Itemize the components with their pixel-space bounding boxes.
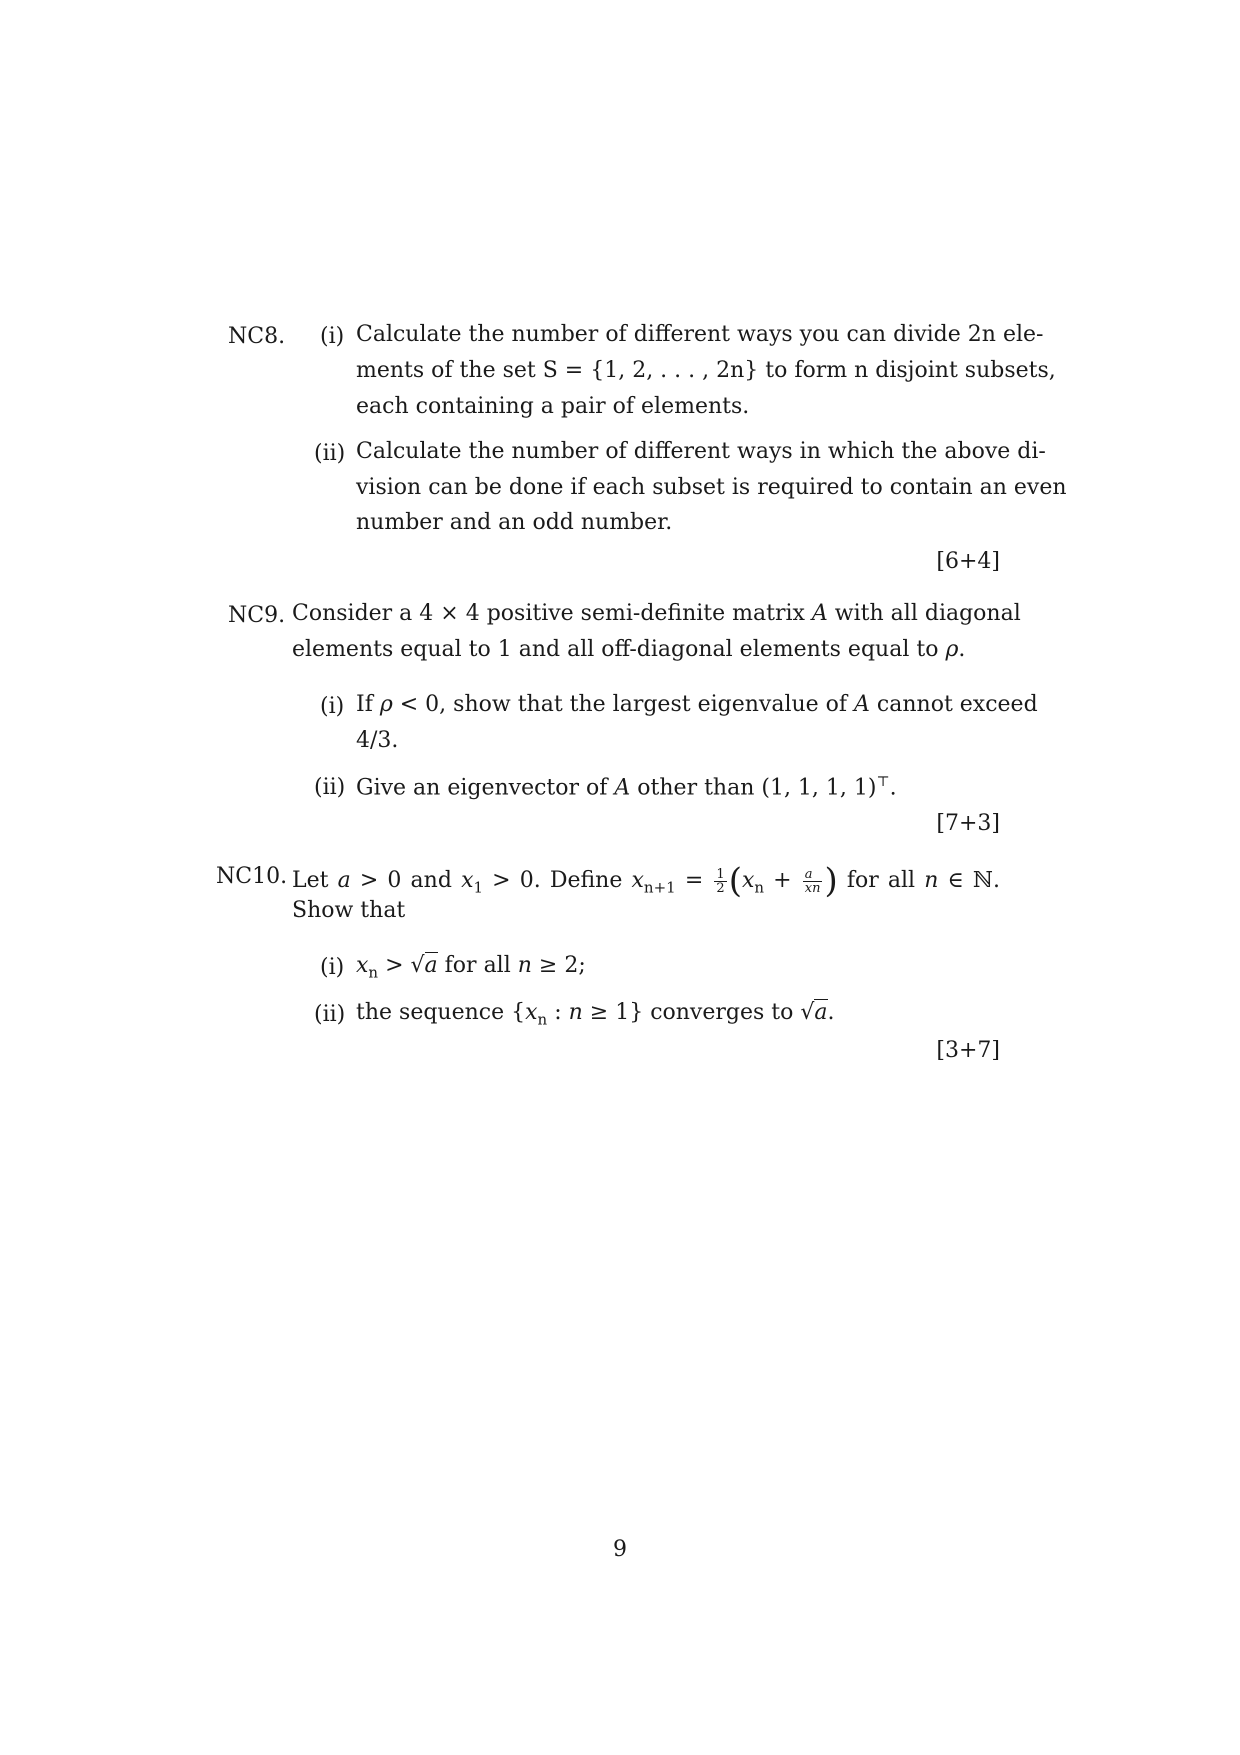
text-segment: for all (437, 953, 518, 978)
right-paren: ) (824, 861, 838, 901)
math-symbol: A (854, 692, 870, 717)
problem-text-line (292, 601, 1021, 626)
problem-text-line (356, 1002, 835, 1027)
problem-text-line: vision can be done if each subset is required to contain an even (356, 475, 1067, 500)
problem-text-line: number and an odd number. (356, 510, 673, 535)
math-subscript: n (368, 963, 379, 982)
text-segment: Consider a 4 × 4 positive semi-definite matrix (292, 601, 812, 626)
text-segment: : (547, 1000, 569, 1025)
text-segment: > (378, 953, 411, 978)
item-label: (ii) (314, 441, 346, 466)
math-subscript: n (537, 1010, 548, 1029)
problem-number: NC8. (228, 324, 286, 349)
math-symbol: a (424, 953, 438, 978)
text-segment: Give an eigenvector of (356, 775, 615, 801)
item-label: (ii) (314, 1002, 346, 1027)
problem-text-line: Calculate the number of different ways you can divide 2n ele- (356, 322, 1044, 347)
problem-text-line (292, 639, 965, 661)
math-symbol: n (924, 868, 939, 893)
fraction-numerator: a (803, 868, 823, 882)
text-segment: > 0. Define (483, 868, 632, 893)
text-segment: cannot exceed (869, 692, 1038, 717)
problem-nc10 (216, 860, 1001, 1080)
left-paren: ( (728, 861, 742, 901)
math-symbol: A (811, 601, 828, 626)
problem-text-line (356, 775, 897, 799)
fraction-denominator: xn (804, 880, 821, 896)
math-symbol: a (337, 868, 351, 893)
sqrt-symbol: √ (410, 953, 425, 978)
math-symbol: ρ (379, 692, 393, 717)
problem-number: NC10. (216, 864, 288, 889)
text-segment: with all diagonal (827, 601, 1021, 626)
math-symbol: x (525, 1000, 538, 1025)
text-segment: < 0, show that the largest eigenvalue of (392, 692, 855, 717)
math-symbol: n (568, 1000, 583, 1025)
problem-text-line (292, 861, 1001, 901)
text-segment: the sequence { (356, 1000, 526, 1025)
problem-text-line: 4/3. (356, 728, 399, 753)
problem-text-line: each containing a pair of elements. (356, 394, 750, 419)
text-segment: = (675, 868, 713, 893)
math-symbol: n (517, 953, 532, 978)
text-segment: . (958, 637, 966, 662)
item-label: (i) (320, 694, 345, 719)
math-symbol: x (356, 953, 369, 978)
item-label: (ii) (314, 775, 346, 800)
problem-text-line: ments of the set S = {1, 2, . . . , 2n} to form n disjoint subsets, (356, 358, 1056, 383)
fraction-denominator: 2 (716, 880, 725, 896)
text-segment: . (827, 1000, 835, 1025)
text-segment: If (356, 692, 380, 717)
fraction-numerator: 1 (716, 866, 725, 882)
text-segment: elements equal to 1 and all off-diagonal elements equal to (292, 637, 946, 662)
text-segment: ∈ ℕ. (938, 868, 1001, 893)
math-subscript: n (754, 878, 765, 897)
fraction-a-over-xn (803, 868, 823, 895)
text-segment: > 0 and (350, 868, 462, 893)
marks: [6+4] (936, 549, 1000, 574)
text-segment: for all (837, 868, 925, 893)
math-subscript: 1 (473, 878, 484, 897)
marks: [7+3] (936, 811, 1000, 836)
text-segment: + (764, 868, 801, 893)
problem-number: NC9. (228, 603, 286, 628)
text-segment: ≥ 1} converges to (582, 1000, 801, 1025)
item-label: (i) (320, 324, 345, 349)
math-symbol: x (631, 868, 644, 893)
text-segment: other than (1, 1, 1, 1) (630, 775, 877, 801)
math-symbol: x (741, 868, 755, 893)
math-symbol: a (814, 1000, 828, 1025)
problem-nc9 (228, 599, 1038, 839)
sqrt-symbol: √ (800, 1000, 815, 1025)
item-label: (i) (320, 955, 345, 980)
text-segment: ≥ 2; (531, 953, 586, 978)
text-segment: Let (292, 868, 338, 893)
transpose-symbol: ⊤ (876, 774, 890, 790)
problem-text-line (356, 955, 586, 980)
fraction-half (714, 868, 726, 895)
problem-nc8 (228, 320, 1067, 580)
problem-text-line: Calculate the number of different ways in which the above di- (356, 439, 1046, 464)
problem-text-line (356, 692, 1038, 717)
math-symbol: A (614, 775, 631, 801)
page-number: 9 (613, 1537, 627, 1562)
problem-text-line: Show that (292, 898, 406, 923)
text-segment: . (889, 775, 897, 801)
marks: [3+7] (936, 1038, 1000, 1063)
math-symbol: ρ (945, 637, 959, 662)
math-subscript: n+1 (643, 878, 676, 897)
math-symbol: x (461, 868, 474, 893)
